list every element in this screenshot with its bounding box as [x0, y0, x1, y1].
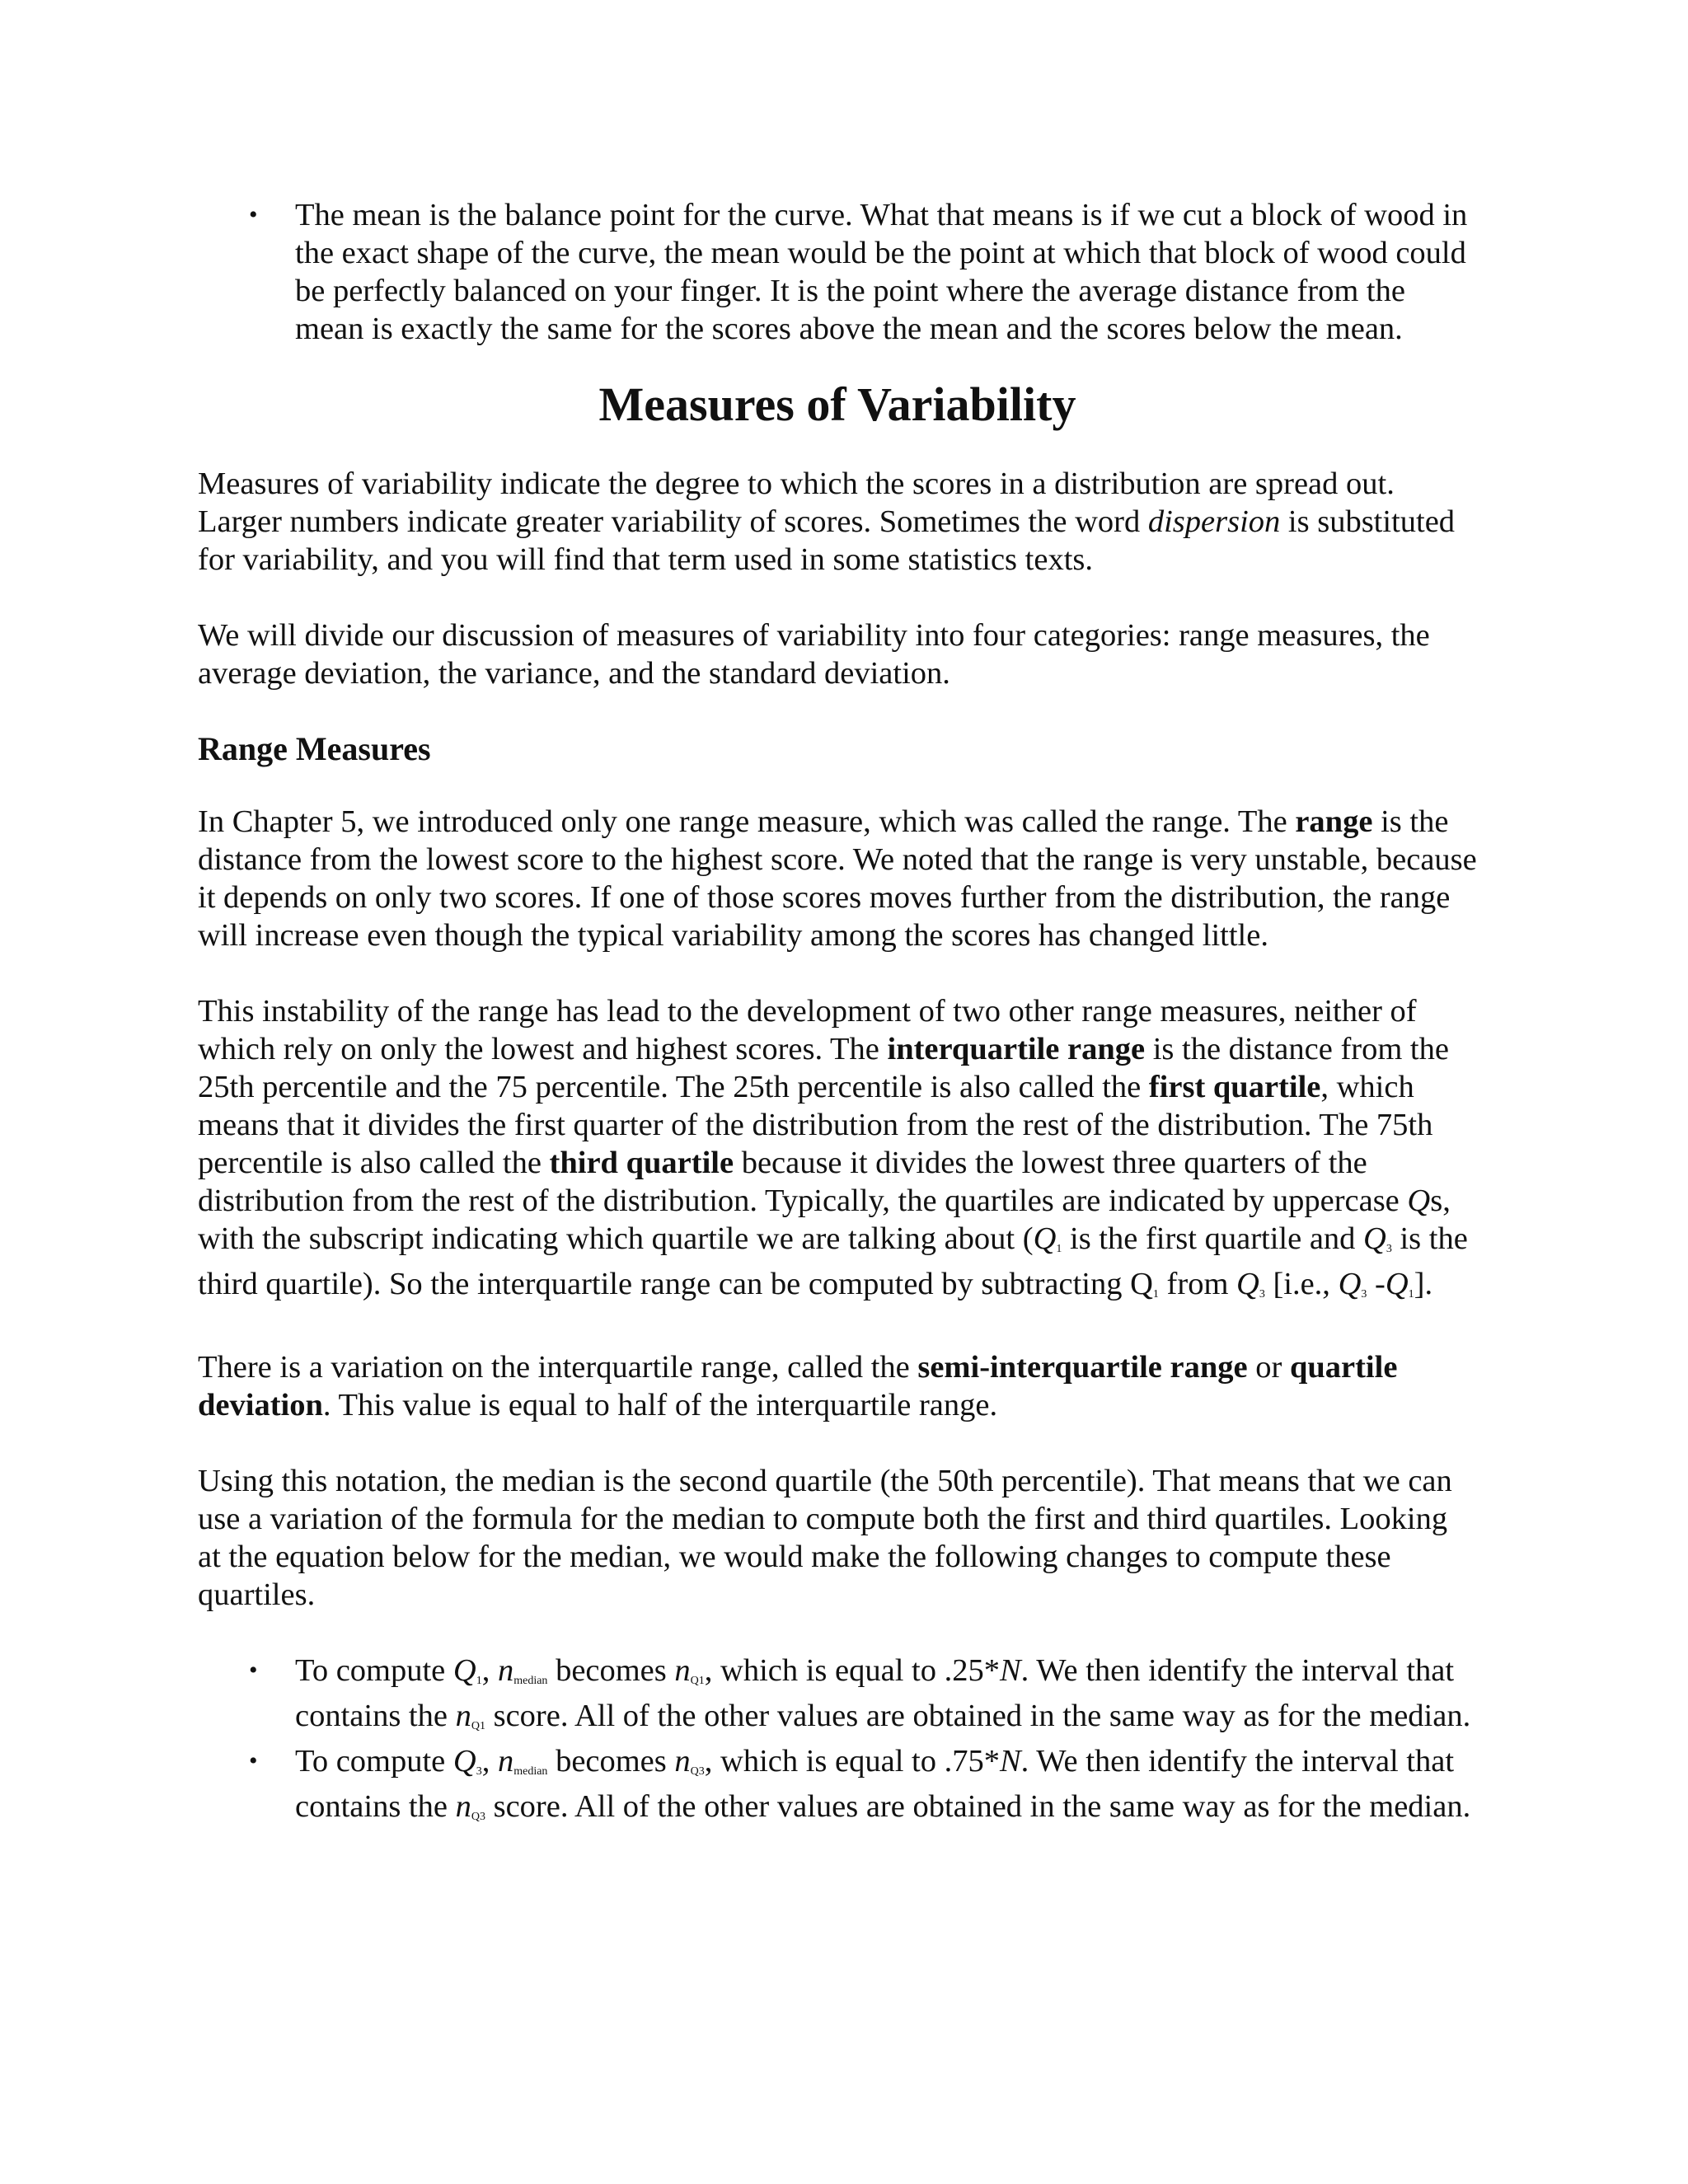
quartile-bullet-list: [198, 1652, 1477, 1833]
bullet-text: The mean is the balance point for the curve. What that means is if we cut a block of wood in the exact shape of the curve, the mean would be the point at which that block of wood could be perfectly balanced on your finger. It is the point where the average distance from the mean is exactly the same for the scores above the mean and the scores below the mean.: [295, 198, 1468, 346]
paragraph-range: In Chapter 5, we introduced only one range measure, which was called the range. The range is the distance from the lowest score to the highest score. We noted that the range is very unstable, because it depends on only two scores. If one of those scores moves further from the distribution, the range will increase even though the typical variability among the scores has changed little.: [198, 804, 1477, 953]
bullet-icon: •: [249, 1657, 258, 1684]
paragraph-variability-definition: Measures of variability indicate the degree to which the scores in a distribution are spread out. Larger numbers indicate greater variability of scores. Sometimes the word dispersion is substituted for variability, and you will find that term used in some statistics texts.: [198, 466, 1456, 577]
list-item: [198, 196, 1477, 348]
section-heading-range-measures: Range Measures: [198, 730, 431, 767]
paragraph-median-notation: Using this notation, the median is the second quartile (the 50th percentile). That means that we can use a variation of the formula for the median to compute both the first and third quartiles. Looking at the equation below for the median, we would make the following changes to compute these quartiles.: [198, 1464, 1452, 1612]
bullet-icon: •: [249, 1747, 258, 1774]
term-quartile-deviation: quartile deviation: [198, 1350, 1398, 1422]
term-range: range: [1295, 804, 1373, 839]
paragraph-categories: We will divide our discussion of measures of variability into four categories: range measures, the average deviation, the variance, and the standard deviation.: [198, 618, 1430, 691]
list-item: • To compute $Q_3$, $n_{median}$ becomes $n_{Q3}$, which is equal to .75*N. We then identify the interval that contains the $n_{Q3}$ score. All of the other values are obtained in the same way as for the median.: [249, 1744, 1471, 1824]
bullet-icon: •: [249, 201, 258, 228]
list-item: • To compute $Q_1$, $n_{median}$ becomes $n_{Q1}$, which is equal to .25*N. We then identify the interval that contains the $n_{Q1}$ score. All of the other values are obtained in the same way as for the median.: [249, 1653, 1471, 1733]
term-dispersion: dispersion: [1147, 504, 1281, 539]
paragraph-interquartile: This instability of the range has lead to the development of two other range measures, neither of which rely on only the lowest and highest scores. The interquartile range is the distance from the 25th percentile and the 75 percentile. The 25th percentile is also called the first quartile, which means that it divides the first quarter of the distribution from the rest of the distribution. The 75th percentile is also called the third quartile because it divides the lowest three quarters of the distribution from the rest of the distribution. Typically, the quartiles are indicated by uppercase Qs, with the subscript indicating which quartile we are talking about ($Q_1$ is the first quartile and $Q_3$ is the third quartile). So the interquartile range can be computed by subtracting $Q_1$ from $Q_3$ [i.e., $Q_3$ $-Q_1$].: [198, 994, 1468, 1301]
document-page: [198, 196, 1477, 1833]
intro-bullet-list: [198, 196, 1477, 348]
term-semi-interquartile-range: semi-interquartile range: [917, 1350, 1248, 1385]
term-third-quartile: third quartile: [549, 1146, 734, 1180]
term-interquartile-range: interquartile range: [887, 1032, 1146, 1066]
term-first-quartile: first quartile: [1148, 1070, 1321, 1104]
page-title: Measures of Variability: [598, 377, 1076, 431]
paragraph-semi-interquartile: There is a variation on the interquartile range, called the semi-interquartile range or quartile deviation. This value is equal to half of the interquartile range.: [198, 1350, 1398, 1422]
